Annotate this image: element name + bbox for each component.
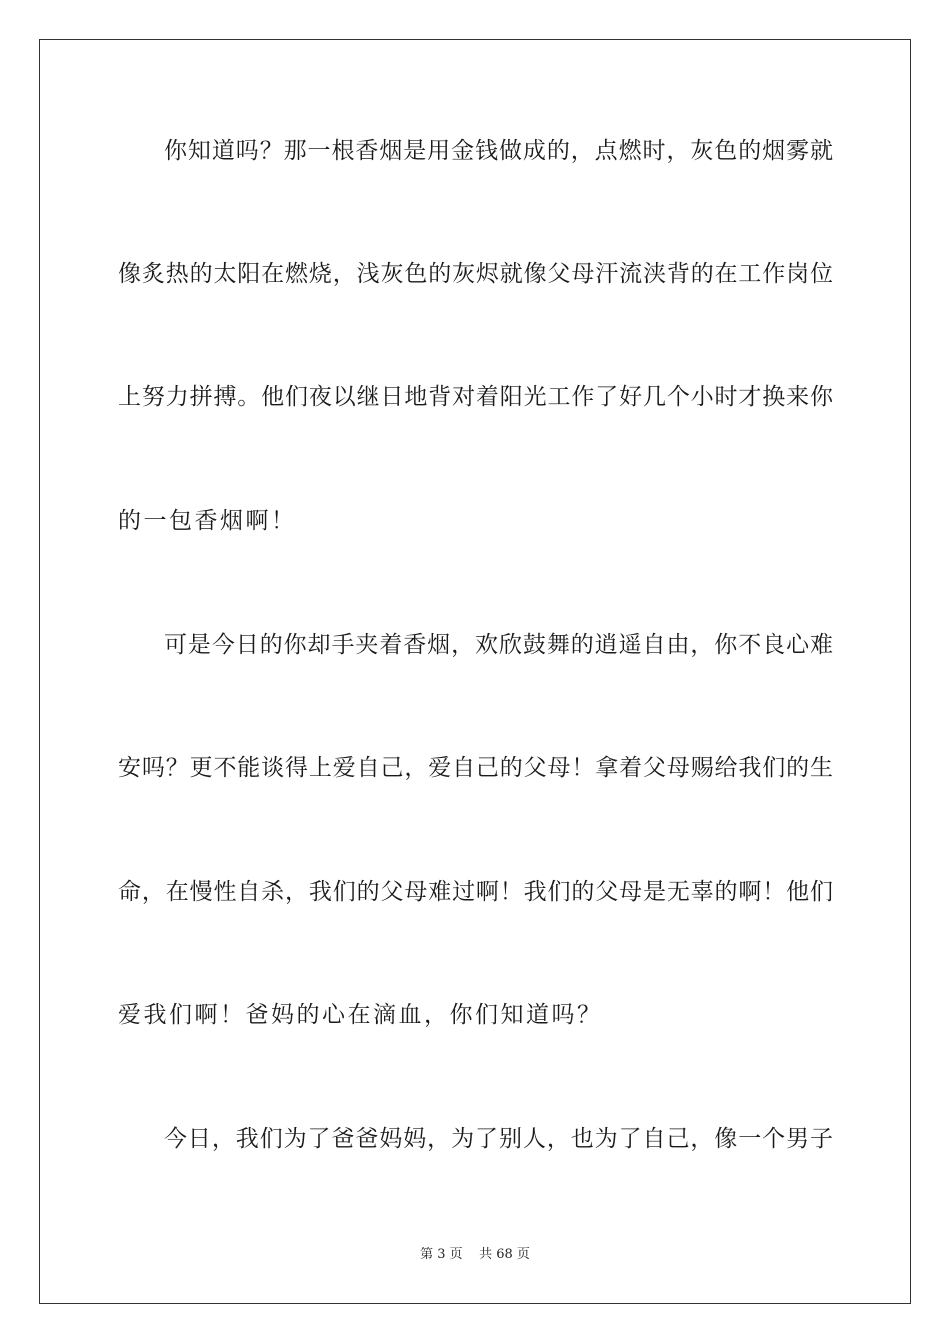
text-line: 你知道吗？那一根香烟是用金钱做成的，点燃时，灰色的烟雾就 [164,138,833,164]
page-number-footer: 第 3 页 共 68 页 [420,1247,530,1262]
text-line: 的一包香烟啊！ [118,508,297,534]
text-line: 今日，我们为了爸爸妈妈，为了别人，也为了自己，像一个男子 [164,1126,833,1152]
text-line: 上努力拼搏。他们夜以继日地背对着阳光工作了好几个小时才换来你 [118,384,833,410]
text-line: 爱我们啊！爸妈的心在滴血，你们知道吗？ [118,1002,603,1028]
page-border [39,39,911,1304]
text-line: 可是今日的你却手夹着香烟，欢欣鼓舞的逍遥自由，你不良心难 [164,632,833,658]
text-line: 像炙热的太阳在燃烧，浅灰色的灰烬就像父母汗流浃背的在工作岗位 [118,261,833,287]
text-line: 安吗？更不能谈得上爱自己，爱自己的父母！拿着父母赐给我们的生 [118,755,833,781]
text-line: 命，在慢性自杀，我们的父母难过啊！我们的父母是无辜的啊！他们 [118,879,833,905]
